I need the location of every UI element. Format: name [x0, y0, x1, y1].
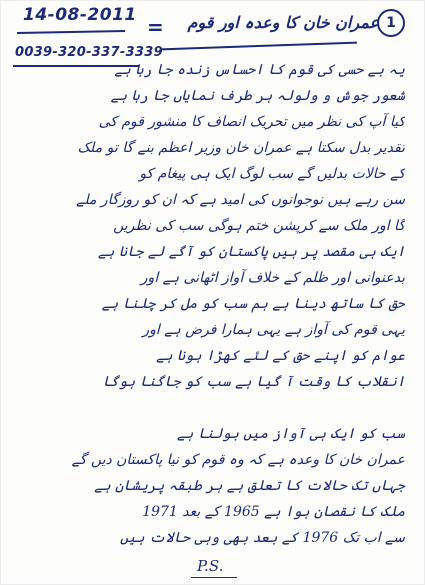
text-line: حق کا ساتھ دینا ہے ہم سب کو مل کر چلنا ہے — [101, 296, 405, 312]
text-line: سن رہے ہیں نوجوانوں کی امید ہے کہ ان کو روزگار ملے — [76, 192, 405, 208]
text-line: انقلاب کا وقت آ گیا ہے سب کو جاگنا ہوگا — [102, 374, 405, 390]
date-underline — [17, 30, 125, 34]
text-line: تقدیر بدل سکتا ہے عمران خان وزیر اعظم بنے گا تو ملک — [77, 140, 405, 156]
text-line: عمران خان کا وعدہ ہے کہ وہ قوم کو نیا پاکستان دیں گے — [71, 452, 405, 468]
text-line: ایک ہی مقصد پر ہیں پاکستان کو آگے لے جانا ہے — [97, 244, 405, 260]
page-title: عمران خان کا وعدہ اور قوم — [187, 13, 379, 32]
item-number-circle: 1 — [377, 9, 405, 37]
text-line: کیا آپ کی نظر میں تحریک انصاف کا منشور قوم کی — [98, 114, 405, 130]
signature-text: P.S. — [197, 557, 224, 575]
blank-line — [11, 395, 405, 421]
text-line: سے اب تک 1976 کے بعد بھی وہی حالات ہیں — [120, 530, 405, 546]
text-line: شعور جوش و ولولہ ہر طرف نمایاں جا رہا ہے — [110, 88, 405, 104]
text-line: جہاں تک حالات کا تعلق ہے ہر طبقہ پریشان ہے — [94, 478, 405, 494]
phone-number-text: 0039-320-337-3339 — [15, 45, 163, 60]
date-text: 14-08-2011 — [23, 5, 137, 25]
text-line: سب کو ایک ہی آواز میں بولنا ہے — [176, 426, 405, 442]
signature-underline — [191, 577, 237, 578]
text-line: ملک کا نقصان ہوا ہے 1965 کے بعد 1971 — [142, 504, 405, 520]
title-underline — [161, 42, 357, 51]
handwritten-body — [11, 57, 405, 551]
text-line: یہ بے حسی کی قوم کا احساس زندہ جا رہا ہے — [114, 62, 405, 78]
separator-symbol: = — [147, 15, 164, 39]
text-line: عوام کو اپنے حق کے لئے کھڑا ہونا ہے — [156, 348, 405, 364]
text-line: یہی قوم کی آواز ہے یہی ہمارا فرض ہے اور — [142, 322, 405, 338]
text-line: گا اور ملک سے کرپشن ختم ہوگی سب کی نظریں — [113, 218, 405, 234]
text-line: کے حالات بدلیں گے سب لوگ ایک ہی پیغام کو — [139, 166, 405, 182]
text-line: بدعنوانی اور ظلم کے خلاف آواز اٹھانی ہے اور — [140, 270, 405, 286]
